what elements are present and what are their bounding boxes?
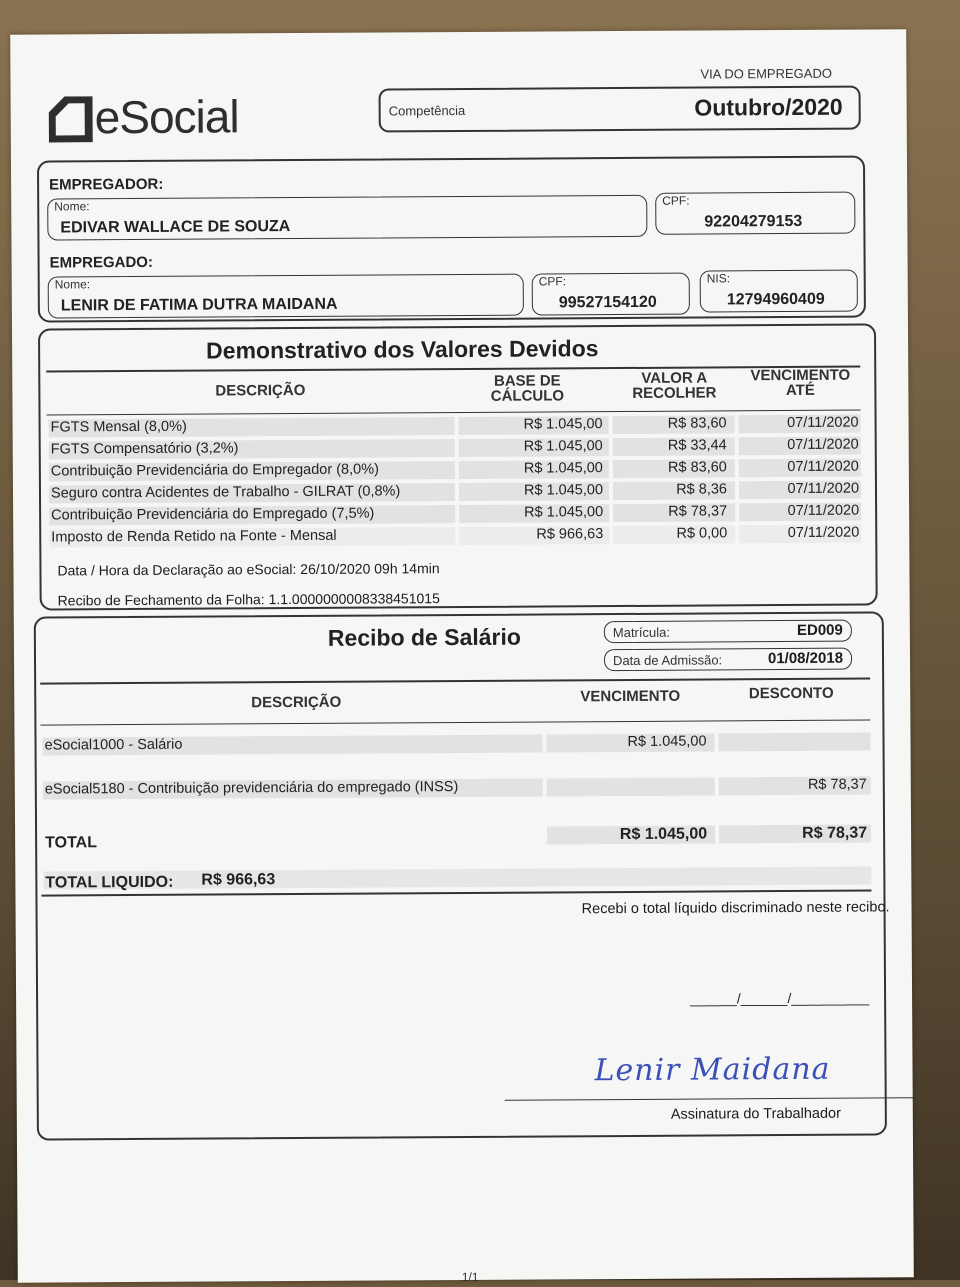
empregado-cpf-field [532,273,690,316]
demo-row [49,414,861,439]
demo-header-vencimento-line1: VENCIMENTO [750,366,851,385]
matricula-value: ED009 [796,621,843,639]
recibo-row-2-desconto: R$ 78,37 [807,776,867,793]
demo-row [49,436,861,461]
demo-row [49,524,861,549]
recibo-title-rule [40,678,870,685]
liquido-label: TOTAL LIQUIDO: [45,873,174,892]
payslip-document [10,29,914,1285]
competencia-value: Outubro/2020 [694,93,843,121]
parties-box [37,156,866,323]
assinatura-label: Assinatura do Trabalhador [670,1105,841,1123]
recibo-fechamento-text: Recibo de Fechamento da Folha: 1.1.0000000008338451015 [57,590,440,609]
demo-row [49,458,861,483]
empregado-cpf-label: CPF: [538,274,567,289]
competencia-box [379,86,861,133]
demo-row-base: R$ 1.045,00 [523,482,604,499]
admissao-field [604,648,852,672]
demo-header-vencimento [740,368,860,399]
demo-header-valor-line2: RECOLHER [632,384,717,402]
demo-header-base-line1: BASE DE [493,372,561,390]
recibo-row-1-descricao: eSocial1000 - Salário [44,736,183,754]
demonstrativo-title-rule [46,366,860,373]
empregado-nome-field [48,274,524,319]
demo-header-base-line2: CÁLCULO [490,387,565,405]
matricula-label: Matrícula: [612,624,670,641]
empregado-cpf: 99527154120 [558,293,657,312]
demo-header-vencimento-line2: ATÉ [785,381,815,400]
esocial-logo-icon [49,96,93,142]
empregado-title: EMPREGADO: [49,253,153,272]
demo-header-base [472,373,582,404]
recibo-total-row [43,823,873,852]
demo-row-valor: R$ 8,36 [676,481,728,498]
demo-header-valor [614,370,734,401]
page-number: 1/1 [461,1269,479,1285]
demonstrativo-box [38,323,878,610]
competencia-label: Competência [388,102,466,119]
empregador-nome-field [47,195,647,241]
demo-row-vencimento: 07/11/2020 [787,458,859,476]
empregador-cpf-field [655,192,855,235]
via-label: VIA DO EMPREGADO [700,65,832,82]
demo-row-base: R$ 1.045,00 [523,460,603,477]
demo-header-valor-line1: VALOR A [641,369,708,387]
recibo-row-2-descricao: eSocial5180 - Contribuição previdenciária do empregado (INSS) [44,779,459,798]
empregador-title: EMPREGADOR: [49,175,164,194]
demo-row-valor: R$ 83,60 [667,459,727,476]
liquido-row [43,865,873,890]
demo-row-descricao: Imposto de Renda Retido na Fonte - Mensal [51,527,337,546]
demo-row-descricao: Contribuição Previdenciária do Empregador (8,0%) [50,461,379,480]
admissao-label: Data de Admissão: [612,652,723,669]
demo-row-descricao: Seguro contra Acidentes de Trabalho - GILRAT (0,8%) [50,483,401,502]
demo-header-descricao: DESCRIÇÃO [215,381,306,400]
empregado-nome: LENIR DE FATIMA DUTRA MAIDANA [60,295,338,315]
demo-row-descricao: FGTS Mensal (8,0%) [50,418,187,436]
worker-signature: Lenir Maidana [594,1051,831,1089]
empregador-nome-label: Nome: [54,199,90,214]
demo-row-descricao: FGTS Compensatório (3,2%) [50,440,239,458]
matricula-field [604,620,852,644]
recibo-row-2 [43,775,873,800]
recebi-text: Recebi o total líquido discriminado neste recibo. [581,899,890,918]
demo-row-base: R$ 1.045,00 [523,438,603,455]
recibo-row-1 [42,731,872,756]
date-line: ______/______/__________ [690,989,870,1007]
signature-rule [505,1097,915,1101]
demo-row-base: R$ 966,63 [536,526,604,543]
empregado-nis-label: NIS: [706,271,731,286]
declaracao-text: Data / Hora da Declaração ao eSocial: 26/10/2020 09h 14min [57,560,440,579]
recibo-header-descricao: DESCRIÇÃO [251,693,342,712]
esocial-logo [49,91,259,144]
demo-row-base: R$ 1.045,00 [524,504,604,521]
empregado-nome-label: Nome: [54,277,91,292]
demo-row-valor: R$ 0,00 [676,525,728,542]
demo-row-base: R$ 1.045,00 [523,416,603,433]
demo-row [49,480,861,505]
admissao-value: 01/08/2018 [767,649,844,668]
demo-row-vencimento: 07/11/2020 [787,524,860,542]
empregado-nis: 12794960409 [726,290,825,309]
recibo-header-vencimento: VENCIMENTO [580,687,681,706]
recibo-row-1-vencimento: R$ 1.045,00 [627,733,707,750]
recibo-header-desconto: DESCONTO [748,684,834,703]
empregador-nome: EDIVAR WALLACE DE SOUZA [60,218,291,237]
empregado-nis-field [700,270,858,313]
demo-row-vencimento: 07/11/2020 [787,414,859,432]
demo-row-vencimento: 07/11/2020 [787,436,859,454]
liquido-value: R$ 966,63 [201,871,276,889]
total-desconto: R$ 78,37 [802,824,868,842]
recibo-box [34,611,890,1140]
empregador-cpf-label: CPF: [662,193,690,208]
recibo-header-rule [40,720,870,726]
total-vencimento: R$ 1.045,00 [619,825,708,844]
demo-row-descricao: Contribuição Previdenciária do Empregado (7,5%) [51,505,375,524]
demo-row-valor: R$ 33,44 [667,437,727,454]
demo-row-vencimento: 07/11/2020 [787,480,860,498]
demonstrativo-title: Demonstrativo dos Valores Devidos [206,335,599,364]
total-label: TOTAL [45,834,98,852]
demo-row-vencimento: 07/11/2020 [787,502,860,520]
empregador-cpf: 92204279153 [704,212,803,231]
recibo-title: Recibo de Salário [327,623,521,651]
esocial-wordmark: eSocial [94,90,239,144]
demo-row-valor: R$ 78,37 [668,503,728,520]
demo-row-valor: R$ 83,60 [667,415,727,432]
demo-row [49,502,861,527]
